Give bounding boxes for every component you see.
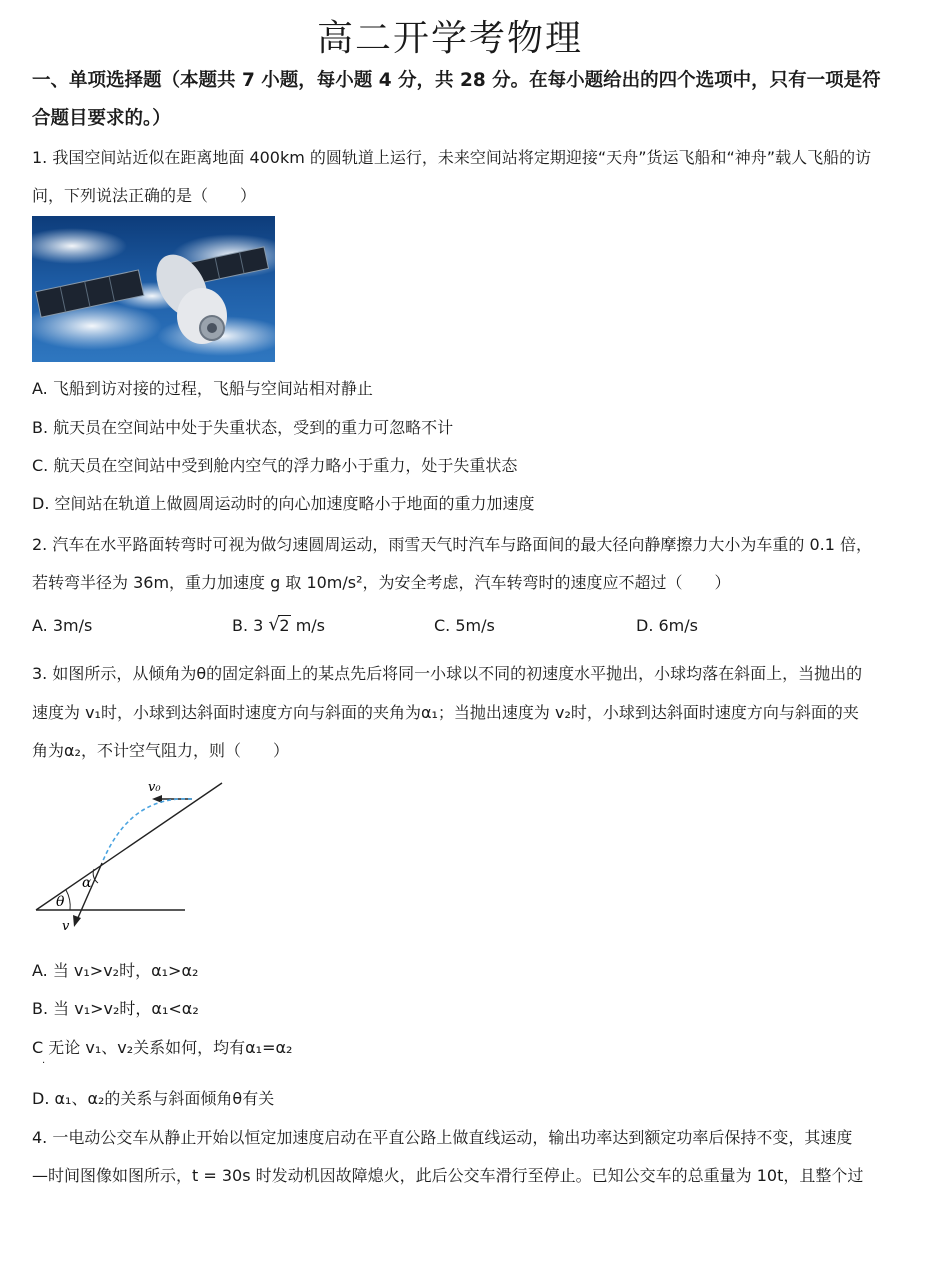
label-alpha: α [82, 875, 92, 891]
q3-option-b: B. 当 v₁>v₂时，α₁<α₂ [32, 999, 199, 1018]
label-v: v [62, 919, 70, 934]
q3-stem-line3: 角为α₂，不计空气阻力，则（ ） [32, 741, 289, 760]
q2-stem-line2: 若转弯半径为 36m，重力加速度 g 取 10m/s²，为安全考虑，汽车转弯时的速度应不超过（ ） [32, 573, 731, 592]
q3-option-d: D. α₁、α₂的关系与斜面倾角θ有关 [32, 1089, 275, 1108]
q2-option-d: D. 6m/s [636, 616, 698, 635]
q3-option-c: C 无论 v₁、v₂关系如何，均有α₁=α₂ [32, 1038, 293, 1057]
q2-option-b [232, 616, 325, 635]
page-title: 高二开学考物理 [316, 18, 583, 59]
q2-stem-line1: 2. 汽车在水平路面转弯时可视为做匀速圆周运动，雨雪天气时汽车与路面间的最大径向静摩擦力大小为车重的 0.1 倍， [32, 535, 872, 554]
q1-stem-line2: 问，下列说法正确的是（ ） [32, 186, 257, 205]
q2-option-b-unit: m/s [295, 616, 326, 635]
stray-dot: · [42, 1058, 46, 1069]
q1-option-d: D. 空间站在轨道上做圆周运动时的向心加速度略小于地面的重力加速度 [32, 494, 535, 513]
section-heading-line2: 合题目要求的。） [32, 108, 171, 129]
sqrt-symbol: √ 2 [268, 614, 290, 635]
velocity-arrowhead [73, 915, 81, 927]
q1-option-b: B. 航天员在空间站中处于失重状态，受到的重力可忽略不计 [32, 418, 454, 437]
q3-stem-line2: 速度为 v₁时，小球到达斜面时速度方向与斜面的夹角为α₁；当抛出速度为 v₂时，小球到达斜面时速度方向与斜面的夹 [32, 703, 859, 722]
trajectory-curve [102, 799, 192, 863]
q1-option-c: C. 航天员在空间站中受到舱内空气的浮力略小于重力，处于失重状态 [32, 456, 518, 475]
q1-stem-line1: 1. 我国空间站近似在距离地面 400km 的圆轨道上运行，未来空间站将定期迎接“天舟”货运飞船和“神舟”载人飞船的访 [32, 148, 872, 167]
section-heading-line1: 一、单项选择题（本题共 7 小题，每小题 4 分，共 28 分。在每小题给出的四个选项中，只有一项是符 [32, 70, 881, 91]
q3-option-a: A. 当 v₁>v₂时，α₁>α₂ [32, 961, 199, 980]
q3-stem-line1: 3. 如图所示，从倾角为θ的固定斜面上的某点先后将同一小球以不同的初速度水平抛出，小球均落在斜面上，当抛出的 [32, 664, 863, 683]
q4-stem-line2: —时间图像如图所示，t = 30s 时发动机因故障熄火，此后公交车滑行至停止。已知公交车的总重量为 10t，且整个过 [32, 1166, 864, 1185]
q2-option-b-prefix: B. 3 [232, 616, 264, 635]
q2-option-a: A. 3m/s [32, 616, 93, 635]
incline-line [36, 783, 222, 910]
label-theta: θ [56, 894, 65, 910]
q4-stem-line1: 4. 一电动公交车从静止开始以恒定加速度启动在平直公路上做直线运动，输出功率达到额定功率后保持不变，其速度 [32, 1128, 853, 1147]
label-v0: v₀ [148, 780, 161, 795]
space-station-photo [32, 216, 275, 362]
q1-option-a: A. 飞船到访对接的过程，飞船与空间站相对静止 [32, 379, 373, 398]
q2-option-c: C. 5m/s [434, 616, 495, 635]
q2-option-b-radicand: 2 [279, 616, 290, 635]
incline-projectile-diagram [30, 775, 230, 935]
